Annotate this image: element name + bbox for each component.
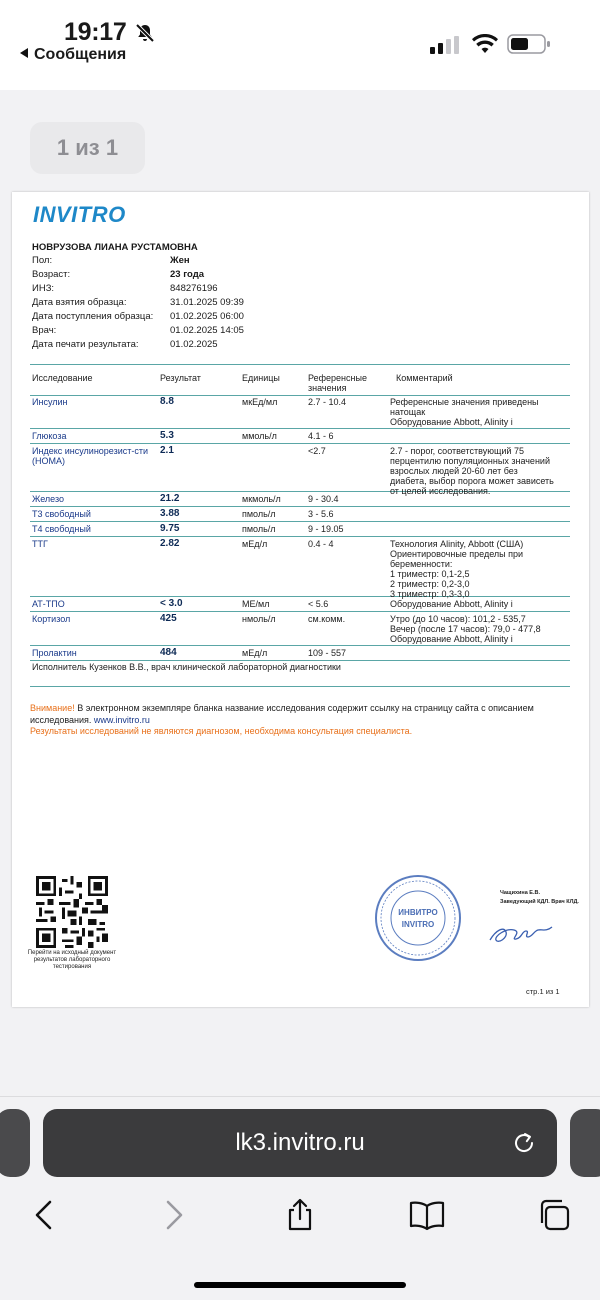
home-indicator <box>194 1282 406 1288</box>
info-value: 01.02.2025 06:00 <box>170 311 244 322</box>
comment-cell <box>390 539 570 599</box>
info-label: Дата взятия образца: <box>32 297 127 308</box>
table-row <box>30 507 570 522</box>
result-value: 9.75 <box>160 523 180 534</box>
info-label: Дата поступления образца: <box>32 311 154 322</box>
result-value: 21.2 <box>160 493 180 504</box>
qr-caption: Перейти на исходный документ результатов лабораторного тестирования <box>27 950 117 970</box>
page-number: стр.1 из 1 <box>526 987 560 996</box>
comment-line: диабета, выбор порога может зависеть <box>390 476 554 486</box>
executor-line: Исполнитель Кузенков В.В., врач клинической лабораторной диагностики <box>32 662 341 672</box>
units-value: пмоль/л <box>242 524 276 534</box>
header-ref <box>308 373 367 393</box>
comment-line: от целей исследования. <box>390 486 491 496</box>
reference-value: < 5.6 <box>308 599 329 609</box>
next-tab-preview[interactable] <box>570 1109 600 1177</box>
units-value: ммоль/л <box>242 431 277 441</box>
back-icon[interactable] <box>26 1197 62 1233</box>
comment-line: Утро (до 10 часов): 101,2 - 535,7 <box>390 614 526 624</box>
result-value: 3.88 <box>160 508 180 519</box>
invitro-link[interactable]: www.invitro.ru <box>93 715 150 725</box>
units-value: МЕ/мл <box>242 599 270 609</box>
comment-line: 1 триместр: 0,1-2,5 <box>390 569 470 579</box>
warning-text <box>30 702 575 726</box>
result-value: 2.1 <box>160 445 174 456</box>
table-row <box>30 612 570 646</box>
comment-cell <box>390 397 570 427</box>
table-row <box>30 444 570 496</box>
reference-value: 9 - 30.4 <box>308 494 339 504</box>
comment-line: взрослых людей 20-60 лет без <box>390 466 518 476</box>
previous-tab-preview[interactable] <box>0 1109 30 1177</box>
comment-line: 3 триместр: 0,3-3,0 <box>390 589 470 599</box>
study-name-link[interactable]: Железо <box>32 494 64 504</box>
table-row <box>30 395 570 429</box>
comment-line: Референсные значения приведены <box>390 397 539 407</box>
table-row <box>30 429 570 444</box>
table-row <box>30 537 570 597</box>
result-value: 2.82 <box>160 538 180 549</box>
qr-code[interactable] <box>36 876 108 948</box>
study-name-link[interactable]: Кортизол <box>32 614 71 624</box>
table-row <box>30 597 570 612</box>
reference-value: <2.7 <box>308 446 326 456</box>
separator-line <box>30 686 570 687</box>
bookmarks-icon[interactable] <box>409 1197 445 1233</box>
share-icon[interactable] <box>282 1197 318 1233</box>
table-row <box>30 522 570 537</box>
table-row <box>30 646 570 661</box>
bell-slash-icon <box>134 22 156 44</box>
signer-name: Чащихина Е.В. <box>500 890 540 896</box>
result-value: 8.8 <box>160 396 174 407</box>
study-name-link[interactable]: Инсулин <box>32 397 68 407</box>
status-time: 19:17 <box>64 18 127 46</box>
study-name-link[interactable]: Индекс инсулинорезист-сти (HOMA) <box>32 446 149 466</box>
info-value: 31.01.2025 09:39 <box>170 297 244 308</box>
study-name-link[interactable]: Пролактин <box>32 648 77 658</box>
wifi-icon <box>472 34 498 54</box>
stamp-text-ru: ИНВИТРО <box>398 908 438 917</box>
patient-name: НОВРУЗОВА ЛИАНА РУСТАМОВНА <box>32 242 198 253</box>
address-text: lk3.invitro.ru <box>235 1129 365 1156</box>
result-value: < 3.0 <box>160 598 183 609</box>
back-app-label: Сообщения <box>34 46 127 63</box>
comment-line: Оборудование Abbott, Alinity i <box>390 417 513 427</box>
study-name-link[interactable]: АТ-ТПО <box>32 599 65 609</box>
study-name-link[interactable]: Т3 свободный <box>32 509 91 519</box>
signature <box>482 912 562 952</box>
comment-line: 2.7 - порог, соответствующий 75 <box>390 446 524 456</box>
units-value: нмоль/л <box>242 614 276 624</box>
header-result: Результат <box>160 373 201 383</box>
units-value: мЕд/л <box>242 648 268 658</box>
result-value: 5.3 <box>160 430 174 441</box>
comment-cell <box>390 446 570 496</box>
header-units: Единицы <box>242 373 280 383</box>
info-label: Дата печати результата: <box>32 339 139 350</box>
units-value: пмоль/л <box>242 509 276 519</box>
back-to-app-button[interactable] <box>20 46 126 64</box>
stamp-text-en: INVITRO <box>401 920 435 929</box>
info-label: Возраст: <box>32 269 71 280</box>
reference-value: 3 - 5.6 <box>308 509 334 519</box>
comment-line: Оборудование Abbott, Alinity i <box>390 634 513 644</box>
warning-body: В электронном экземпляре бланка название исследования содержит ссылку на страницу сайта с описанием исследования. <box>30 703 534 725</box>
lab-result-document <box>12 192 589 1007</box>
address-bar[interactable] <box>43 1109 557 1177</box>
signer-block <box>500 889 579 907</box>
diagnosis-warning: Результаты исследований не являются диагнозом, необходима консультация специалиста. <box>30 726 413 736</box>
units-value: мкЕд/мл <box>242 397 278 407</box>
comment-line: 2 триместр: 0,2-3,0 <box>390 579 470 589</box>
header-ref-line-2: значения <box>308 383 347 393</box>
comment-line: перцентилю популяционных значений <box>390 456 550 466</box>
forward-icon[interactable] <box>156 1197 192 1233</box>
table-row <box>30 492 570 507</box>
comment-line: Оборудование Abbott, Alinity i <box>390 599 513 609</box>
comment-cell <box>390 599 570 609</box>
info-value: 01.02.2025 14:05 <box>170 325 244 336</box>
info-label: Пол: <box>32 255 53 266</box>
header-study: Исследование <box>32 373 93 383</box>
info-value: Жен <box>170 255 190 266</box>
info-label: Врач: <box>32 325 57 336</box>
comment-line: Технология Alinity, Abbott (США) <box>390 539 524 549</box>
table-top-line <box>30 364 570 365</box>
study-name-link[interactable]: ТТГ <box>32 539 48 549</box>
reference-value: 2.7 - 10.4 <box>308 397 347 407</box>
study-name-link[interactable]: Т4 свободный <box>32 524 91 534</box>
tabs-icon[interactable] <box>536 1197 572 1233</box>
lab-stamp <box>374 874 462 962</box>
browser-toolbar <box>0 1096 600 1300</box>
comment-line: натощак <box>390 407 426 417</box>
result-value: 425 <box>160 613 177 624</box>
info-value: 01.02.2025 <box>170 339 218 350</box>
status-bar <box>0 0 600 90</box>
comment-line: Вечер (после 17 часов): 79,0 - 477,8 <box>390 624 541 634</box>
info-label: ИНЗ: <box>32 283 55 294</box>
reference-value: см.комм. <box>308 614 346 624</box>
comment-line: беременности: <box>390 559 453 569</box>
page-counter: 1 из 1 <box>30 122 145 174</box>
invitro-logo: INVITRO <box>33 202 126 227</box>
warning-attention: Внимание! <box>30 703 75 713</box>
signer-title: Заведующий КДЛ. Врач КЛД. <box>500 899 579 905</box>
reference-value: 9 - 19.05 <box>308 524 344 534</box>
comment-cell <box>390 614 570 644</box>
result-value: 484 <box>160 647 177 658</box>
units-value: мкмоль/л <box>242 494 281 504</box>
study-name-link[interactable]: Глюкоза <box>32 431 67 441</box>
comment-line: Ориентировочные пределы при <box>390 549 524 559</box>
reference-value: 4.1 - 6 <box>308 431 334 441</box>
back-triangle-icon <box>20 48 28 58</box>
info-value: 23 года <box>170 269 205 280</box>
info-value: 848276196 <box>170 283 218 294</box>
battery-icon <box>507 34 551 54</box>
signal-icon <box>430 36 462 54</box>
header-comment: Комментарий <box>396 373 453 383</box>
units-value: мЕд/л <box>242 539 268 549</box>
reload-icon[interactable] <box>510 1129 538 1157</box>
header-ref-line-1: Референсные <box>308 373 367 383</box>
reference-value: 109 - 557 <box>308 648 347 658</box>
reference-value: 0.4 - 4 <box>308 539 334 549</box>
